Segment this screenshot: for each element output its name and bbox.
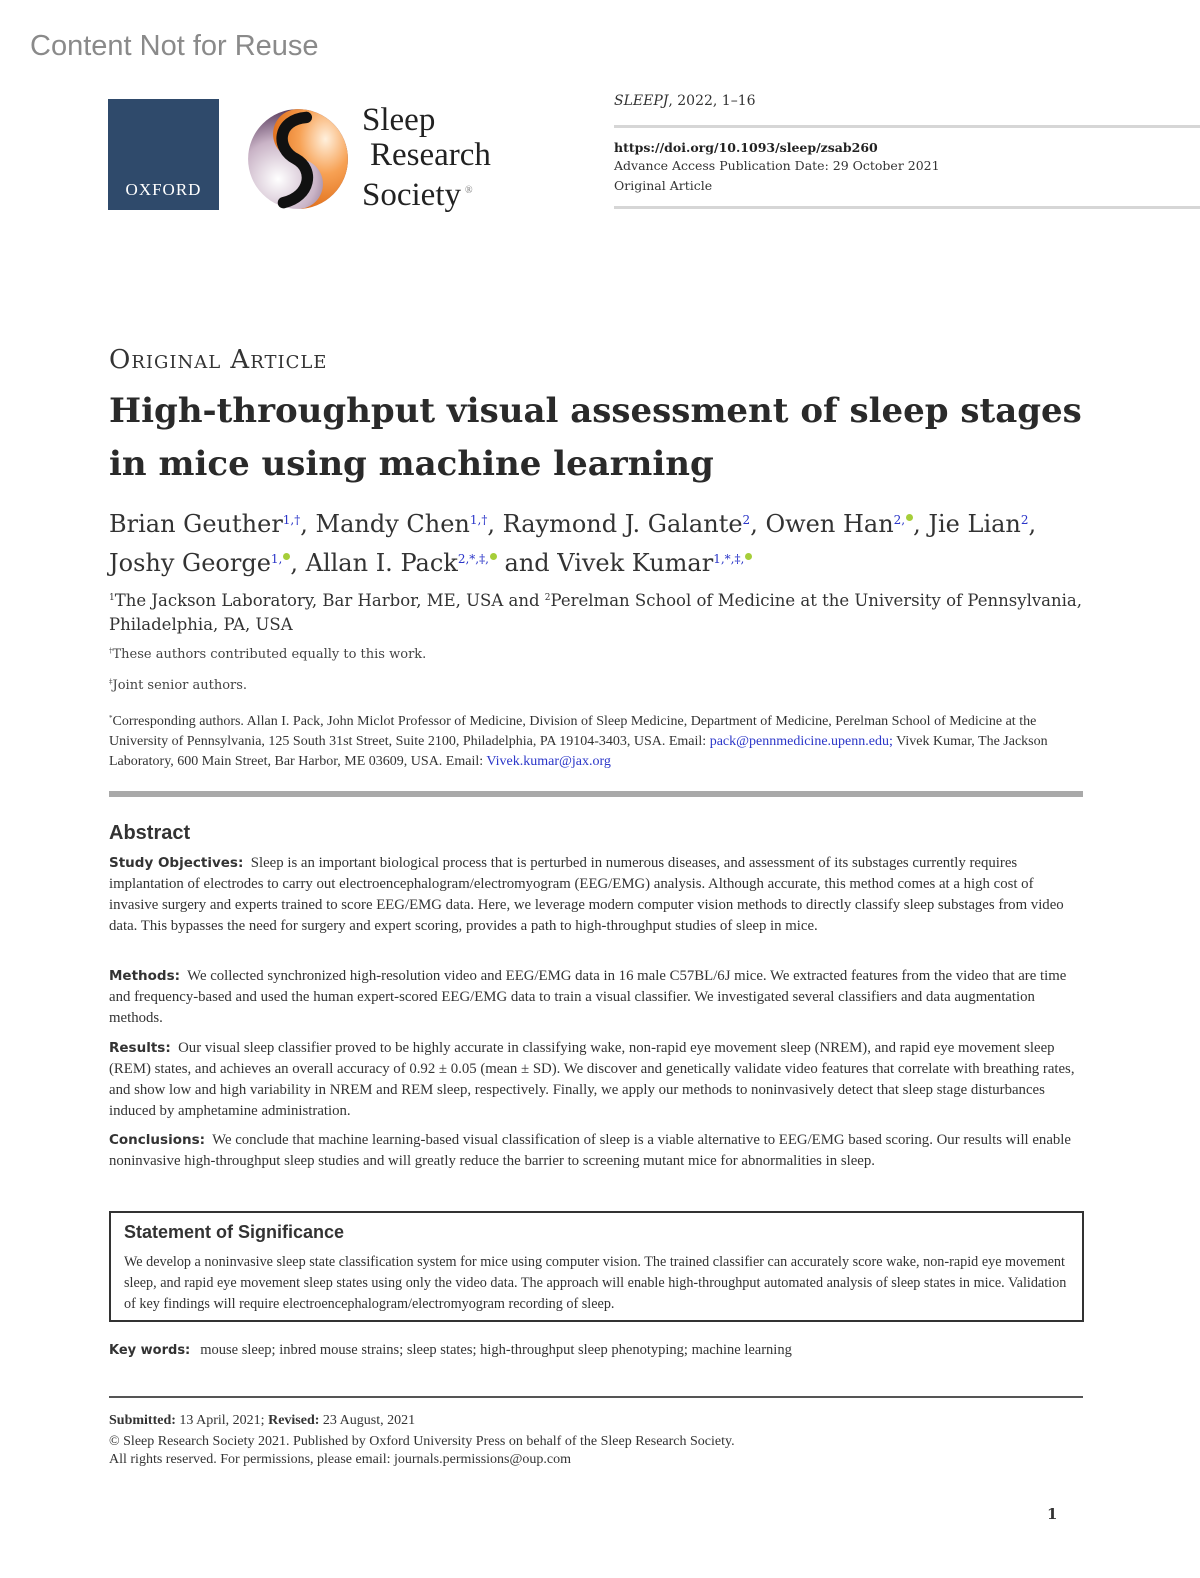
keywords	[109, 1342, 792, 1359]
affiliation-2: Perelman School of Medicine at the University of Pennsylvania, Philadelphia, PA, USA	[109, 591, 1082, 634]
abstract-results-text: Our visual sleep classifier proved to be highly accurate in classifying wake, non-rapid eye movement sleep (NREM), and rapid eye movement sleep (REM) states, and achieves an overall accuracy of 0.92 ± 0.05 (mean ± SD). We discover and genetically validate video features that correlate with breathing rates, and show low and high variability in NREM and REM sleep, respectively. Finally, we apply our methods to noninvasively detect that sleep stage disturbances induced by amphetamine administration.	[109, 1040, 1075, 1119]
author-separator: ,	[1028, 510, 1037, 538]
rights-notice: All rights reserved. For permissions, please email: journals.permissions@oup.com	[109, 1452, 571, 1467]
author-affiliation-marker: 2,*,‡,	[457, 552, 489, 566]
abstract-results	[109, 1038, 1085, 1122]
submitted-date: 13 April, 2021;	[175, 1413, 269, 1428]
corr-text-a: Corresponding authors. Allan I. Pack, John Miclot Professor of Medicine, Division of Sleep Medicine, Department of Medicine, Perelman School of Medicine at the University of Pennsylvania, 125 South 31st Street, Suite 2100, Philadelphia, PA 19104-3403, USA. Email:	[109, 714, 1037, 749]
copyright-notice: © Sleep Research Society 2021. Published by Oxford University Press on behalf of the Sleep Research Society.	[109, 1434, 735, 1449]
article-title: High-throughput visual assessment of sleep stages in mice using machine learning	[109, 391, 1082, 484]
page-number: 1	[1047, 1505, 1058, 1523]
doi-link[interactable]: https://doi.org/10.1093/sleep/zsab260	[614, 140, 878, 155]
oxford-logo	[108, 99, 219, 210]
publication-date: Advance Access Publication Date: 29 October 2021	[614, 158, 940, 173]
journal-year-pages: , 2022, 1–16	[668, 93, 756, 109]
revised-label: Revised:	[268, 1413, 320, 1428]
abstract-conclusions-label: Conclusions:	[109, 1132, 206, 1148]
affiliation-marker: 1	[109, 593, 115, 603]
sleep-research-society-logo-icon	[246, 107, 350, 211]
author-separator: ,	[750, 510, 766, 538]
orcid-icon[interactable]	[490, 553, 497, 560]
header-rule-bottom	[614, 206, 1200, 209]
author-name: Brian Geuther	[109, 510, 283, 538]
author-name: Raymond J. Galante	[502, 510, 743, 538]
header-rule-top	[614, 125, 1200, 128]
abstract-methods-label: Methods:	[109, 968, 181, 984]
author-affiliation-marker: 1,*,‡,	[713, 552, 745, 566]
author-affiliation-marker: 1,†	[282, 513, 301, 527]
abstract-objectives	[109, 853, 1085, 937]
watermark-text: Content Not for Reuse	[30, 30, 319, 62]
corresponding-authors-note	[109, 708, 1089, 772]
article-type: Original Article	[614, 178, 713, 193]
abstract-objectives-text: Sleep is an important biological process that is perturbed in numerous diseases, and assessment of its substages currently requires implantation of electrodes to carry out electroencephalogram/electromyogram (EEG/EMG) analysis. Although accurate, this method comes at a high cost of invasive surgery and experts trained to score EEG/EMG data. Here, we leverage modern computer vision methods to directly classify sleep substages from video data. This bypasses the need for surgery and expert scoring, provides a path to high-throughput studies of sleep in mice.	[109, 855, 1064, 934]
keywords-label: Key words:	[109, 1343, 191, 1358]
email-link-kumar[interactable]: Vivek.kumar@jax.org	[486, 754, 611, 769]
note-text: These authors contributed equally to this work.	[112, 647, 427, 662]
abstract-methods	[109, 966, 1085, 1029]
society-name-line2: Research	[370, 137, 491, 173]
author-name: Jie Lian	[928, 510, 1021, 538]
note-text: Joint senior authors.	[112, 678, 248, 693]
author-separator: ,	[290, 549, 306, 577]
abstract-conclusions	[109, 1130, 1085, 1172]
note-symbol: †	[109, 647, 113, 655]
author-list	[109, 503, 1099, 581]
section-label: Original Article	[109, 345, 328, 375]
keywords-text: mouse sleep; inbred mouse strains; sleep states; high-throughput sleep phenotyping; machine learning	[200, 1342, 792, 1358]
abstract-conclusions-text: We conclude that machine learning-based visual classification of sleep is a viable alternative to EEG/EMG based scoring. Our results will enable noninvasive high-throughput sleep studies and will greatly reduce the barrier to screening mutant mice for abnormalities in sleep.	[109, 1132, 1071, 1169]
author-separator: ,	[300, 510, 316, 538]
society-name-line3: Society	[362, 177, 461, 213]
author-name: Mandy Chen	[315, 510, 470, 538]
oxford-logo-text: OXFORD	[125, 180, 202, 199]
author-name: Vivek Kumar	[557, 549, 714, 577]
email-link-pack[interactable]: pack@pennmedicine.upenn.edu;	[709, 734, 893, 749]
affiliation-1: The Jackson Laboratory, Bar Harbor, ME, USA and	[114, 591, 545, 610]
note-symbol: *	[109, 714, 113, 722]
author-separator: ,	[913, 510, 929, 538]
equal-contribution-note	[109, 647, 426, 662]
section-divider	[109, 791, 1083, 797]
senior-authors-note	[109, 678, 247, 693]
note-symbol: ‡	[109, 678, 113, 686]
significance-text: We develop a noninvasive sleep state classification system for mice using computer vision. The trained classifier can accurately score wake, non-rapid eye movement sleep, and rapid eye movement sleep states using only the video data. The approach will enable high-throughput automated analysis of sleep states in mice. Validation of key findings will require electroencephalogram/electromyogram recording of sleep.	[124, 1254, 1067, 1312]
society-name-line1: Sleep	[362, 102, 436, 138]
abstract-heading: Abstract	[109, 822, 191, 844]
author-name: Allan I. Pack	[305, 549, 458, 577]
author-name: Owen Han	[765, 510, 894, 538]
author-affiliation-marker: 2,	[893, 513, 906, 527]
orcid-icon[interactable]	[745, 553, 752, 560]
author-separator: ,	[487, 510, 503, 538]
submission-dates	[109, 1413, 415, 1429]
affiliation-marker: 2	[544, 593, 551, 603]
revised-date: 23 August, 2021	[319, 1413, 416, 1428]
submitted-label: Submitted:	[109, 1413, 176, 1428]
abstract-objectives-label: Study Objectives:	[109, 855, 244, 871]
registered-mark: ®	[464, 185, 473, 196]
author-separator: and	[496, 549, 558, 577]
author-name: Joshy George	[109, 549, 271, 577]
journal-name: SLEEPJ	[614, 93, 669, 109]
author-affiliation-marker: 2	[742, 513, 751, 527]
author-affiliation-marker: 2	[1020, 513, 1029, 527]
society-name	[362, 103, 491, 213]
abstract-methods-text: We collected synchronized high-resolution video and EEG/EMG data in 16 male C57BL/6J mice. We extracted features from the video that are time and frequency-based and used the human expert-scored EEG/EMG data to train a visual classifier. We investigated several classifiers and data augmentation methods.	[109, 968, 1067, 1026]
author-affiliation-marker: 1,	[270, 552, 283, 566]
footer-divider	[109, 1396, 1083, 1398]
journal-citation	[614, 93, 756, 109]
abstract-results-label: Results:	[109, 1040, 171, 1056]
author-affiliation-marker: 1,†	[469, 513, 488, 527]
corr-text-b: Vivek Kumar, The Jackson Laboratory, 600 Main Street, Bar Harbor, ME 03609, USA. Email:	[109, 734, 1048, 769]
significance-heading: Statement of Significance	[124, 1222, 345, 1242]
affiliations	[109, 586, 1099, 637]
